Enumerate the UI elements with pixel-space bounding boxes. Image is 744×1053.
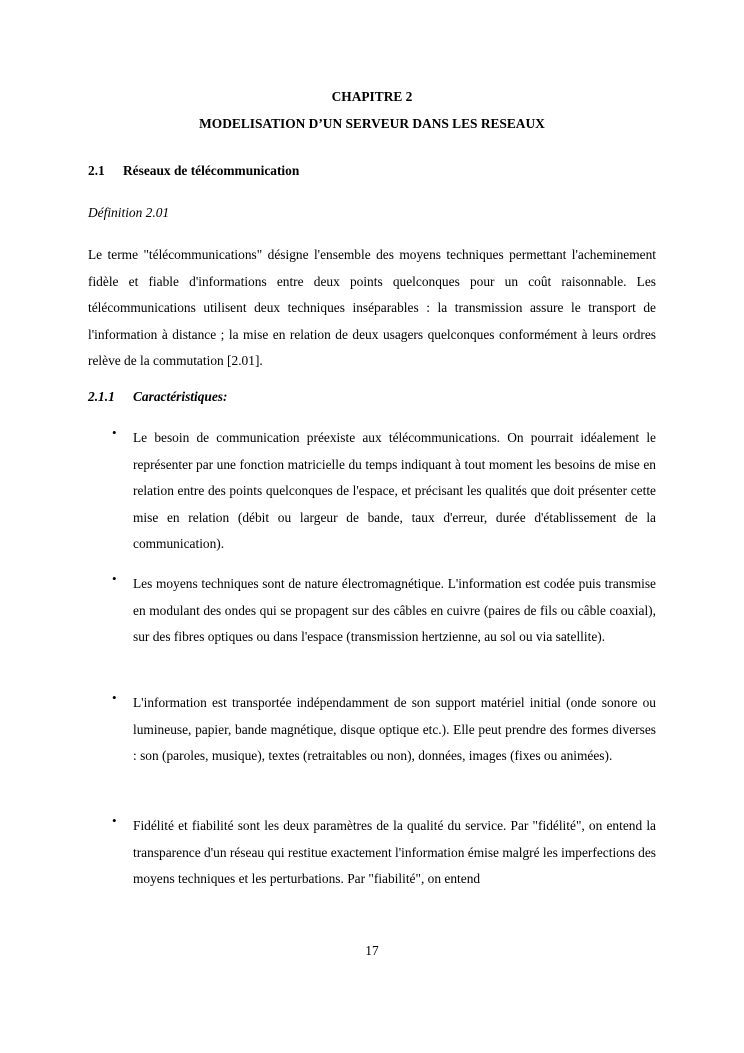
definition-label: Définition 2.01 (88, 205, 170, 220)
bullet-text: Le besoin de communication préexiste aux télécommunications. On pourrait idéalement le représenter par une fonction matricielle du temps indiquant à tout moment les besoins de mise en relation entre des points quelconques de l'espace, et précisant les qualités que doit présenter cette mise en relation (débit ou largeur de bande, taux d'erreur, durée d'établissement de la communication). (133, 430, 656, 551)
bullet-text: L'information est transportée indépendamment de son support matériel initial (onde sonore ou lumineuse, papier, bande magnétique, disque optique etc.). Elle peut prendre des formes diverses : son (paroles, musique), textes (retraitables ou non), données, images (fixes ou animées). (133, 695, 656, 763)
bullet-dot: • (112, 571, 117, 586)
subsection-heading (88, 389, 227, 405)
page-number: 17 (365, 943, 379, 958)
section-heading (88, 163, 299, 179)
definition-paragraph: Le terme "télécommunications" désigne l'ensemble des moyens techniques permettant l'acheminement fidèle et fiable d'informations entre deux points quelconques pour un coût raisonnable. Les télécommunications utilisent deux techniques inséparables : la transmission assure le transport de l'information à distance ; la mise en relation de deux usagers quelconques conformément à leurs ordres relève de la commutation [2.01]. (88, 247, 656, 368)
section-title: Réseaux de télécommunication (123, 163, 300, 178)
chapter-title: MODELISATION D’UN SERVEUR DANS LES RESEAUX (199, 116, 545, 131)
bullet-dot: • (112, 690, 117, 705)
section-number: 2.1 (88, 163, 105, 178)
bullet-dot: • (112, 813, 117, 828)
subsection-number: 2.1.1 (88, 389, 115, 404)
chapter-number: CHAPITRE 2 (331, 89, 413, 104)
bullet-text: Les moyens techniques sont de nature électromagnétique. L'information est codée puis transmise en modulant des ondes qui se propagent sur des câbles en cuivre (paires de fils ou câble coaxial), sur des fibres optiques ou dans l'espace (transmission hertzienne, au sol ou via satellite). (133, 576, 656, 644)
subsection-title: Caractéristiques: (133, 389, 228, 404)
bullet-text: Fidélité et fiabilité sont les deux paramètres de la qualité du service. Par "fidélité", on entend la transparence d'un réseau qui restitue exactement l'information émise malgré les imperfections des moyens techniques et les perturbations. Par "fiabilité", on entend (133, 818, 656, 886)
bullet-dot: • (112, 425, 117, 440)
